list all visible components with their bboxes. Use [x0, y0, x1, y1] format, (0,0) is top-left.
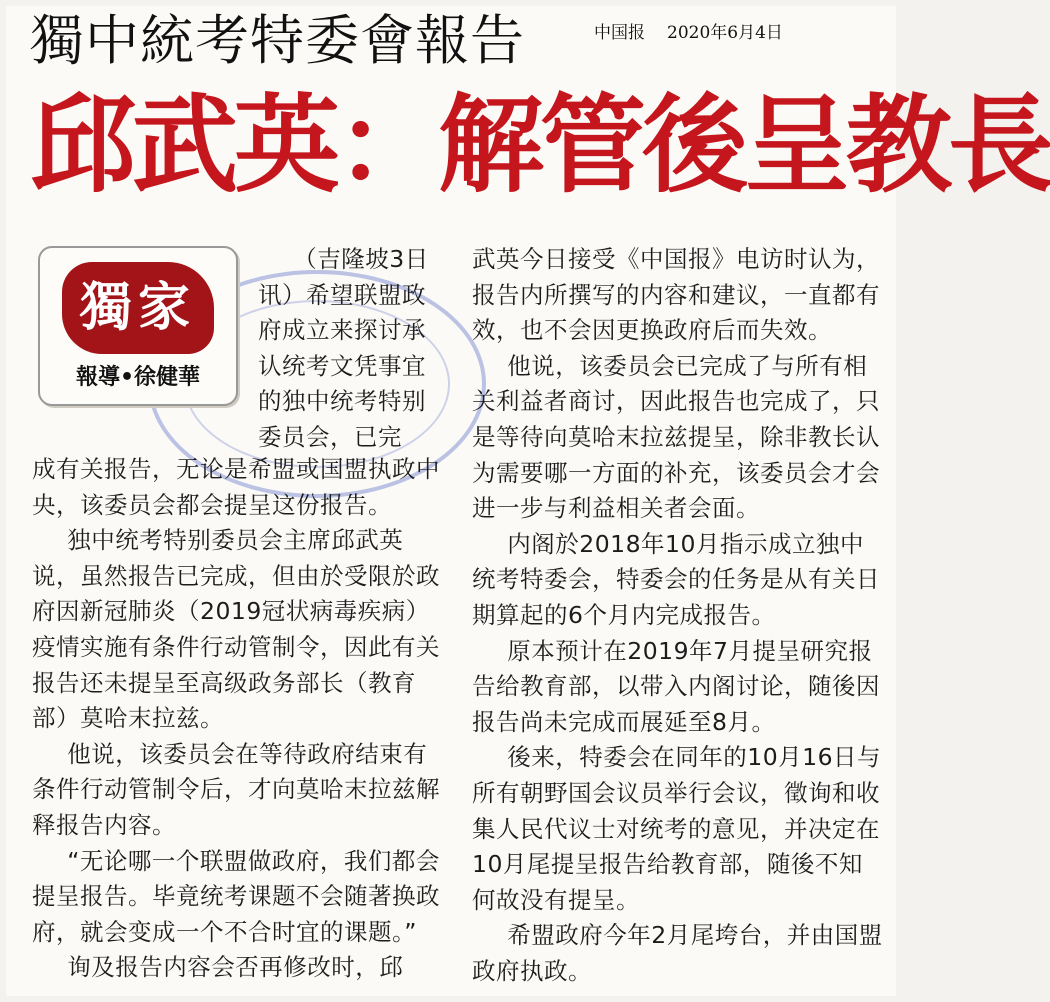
wrap-line: 讯）希望联盟政 — [258, 280, 426, 309]
wrap-line: 认统考文凭事宜 — [258, 351, 426, 380]
source-line — [594, 18, 805, 43]
article-paragraph: 後来，特委会在同年的10月16日与所有朝野国会议员举行会议，徵询和收集人民代议士对统考的意见，并决定在10月尾提呈报告给教育部，随後不知何故没有提呈。 — [472, 743, 882, 914]
article-paragraph: 成有关报告，无论是希盟或国盟执政中央，该委员会都会提呈这份报告。 — [32, 455, 440, 519]
wrap-line: 府成立来探讨承 — [258, 316, 426, 345]
wrap-line: 的独中统考特别 — [258, 387, 426, 416]
exclusive-badge — [38, 246, 238, 406]
left-column-wrap — [258, 242, 444, 456]
article-paragraph: 希盟政府今年2月尾垮台，并由国盟政府执政。 — [472, 921, 883, 985]
article-paragraph: 武英今日接受《中国报》电访时认为，报告内所撰写的内容和建议，一直都有效，也不会因更换政府后而失效。 — [472, 245, 880, 345]
article-paragraph: 内阁於2018年10月指示成立独中统考特委会，特委会的任务是从有关日期算起的6个月内完成报告。 — [472, 529, 880, 629]
left-column — [32, 452, 444, 986]
headline: 邱武英：解管後呈教長 — [30, 84, 1050, 207]
source-date: 2020年6月4日 — [667, 23, 783, 43]
article-paragraph: 原本预计在2019年7月提呈研究报告给教育部，以带入内阁讨论，随後因报告尚未完成而展延至8月。 — [472, 636, 880, 736]
wrap-line: （吉隆坡3日 — [293, 245, 429, 273]
exclusive-seal: 獨家 — [62, 262, 214, 354]
reporter-byline: 報導•徐健華 — [75, 365, 201, 390]
article-paragraph: 询及报告内容会否再修改时，邱 — [67, 953, 404, 982]
article-paragraph: “无论哪一个联盟做政府，我们都会提呈报告。毕竟统考课题不会随著换政府，就会变成一个不合时宜的课题。” — [32, 846, 440, 946]
wrap-line: 委员会，已完 — [258, 422, 402, 451]
article-paragraph: 他说，该委员会已完成了与所有相关利益者商讨，因此报告也完成了，只是等待向莫哈末拉兹提呈，除非教长认为需要哪一方面的补充，该委员会才会进一步与利益相关者会面。 — [472, 351, 880, 523]
right-column — [472, 242, 886, 989]
source-paper: 中国报 — [594, 23, 645, 43]
article-paragraph: 他说，该委员会在等待政府结束有条件行动管制令后，才向莫哈末拉兹解释报告内容。 — [32, 739, 440, 839]
article-paragraph: 独中统考特别委员会主席邱武英说，虽然报告已完成，但由於受限於政府因新冠肺炎（2019冠状病毒疾病）疫情实施有条件行动管制令，因此有关报告还未提呈至高级政务部长（教育部）莫哈末拉兹。 — [32, 526, 440, 733]
kicker-title: 獨中統考特委會報告 — [30, 9, 525, 72]
